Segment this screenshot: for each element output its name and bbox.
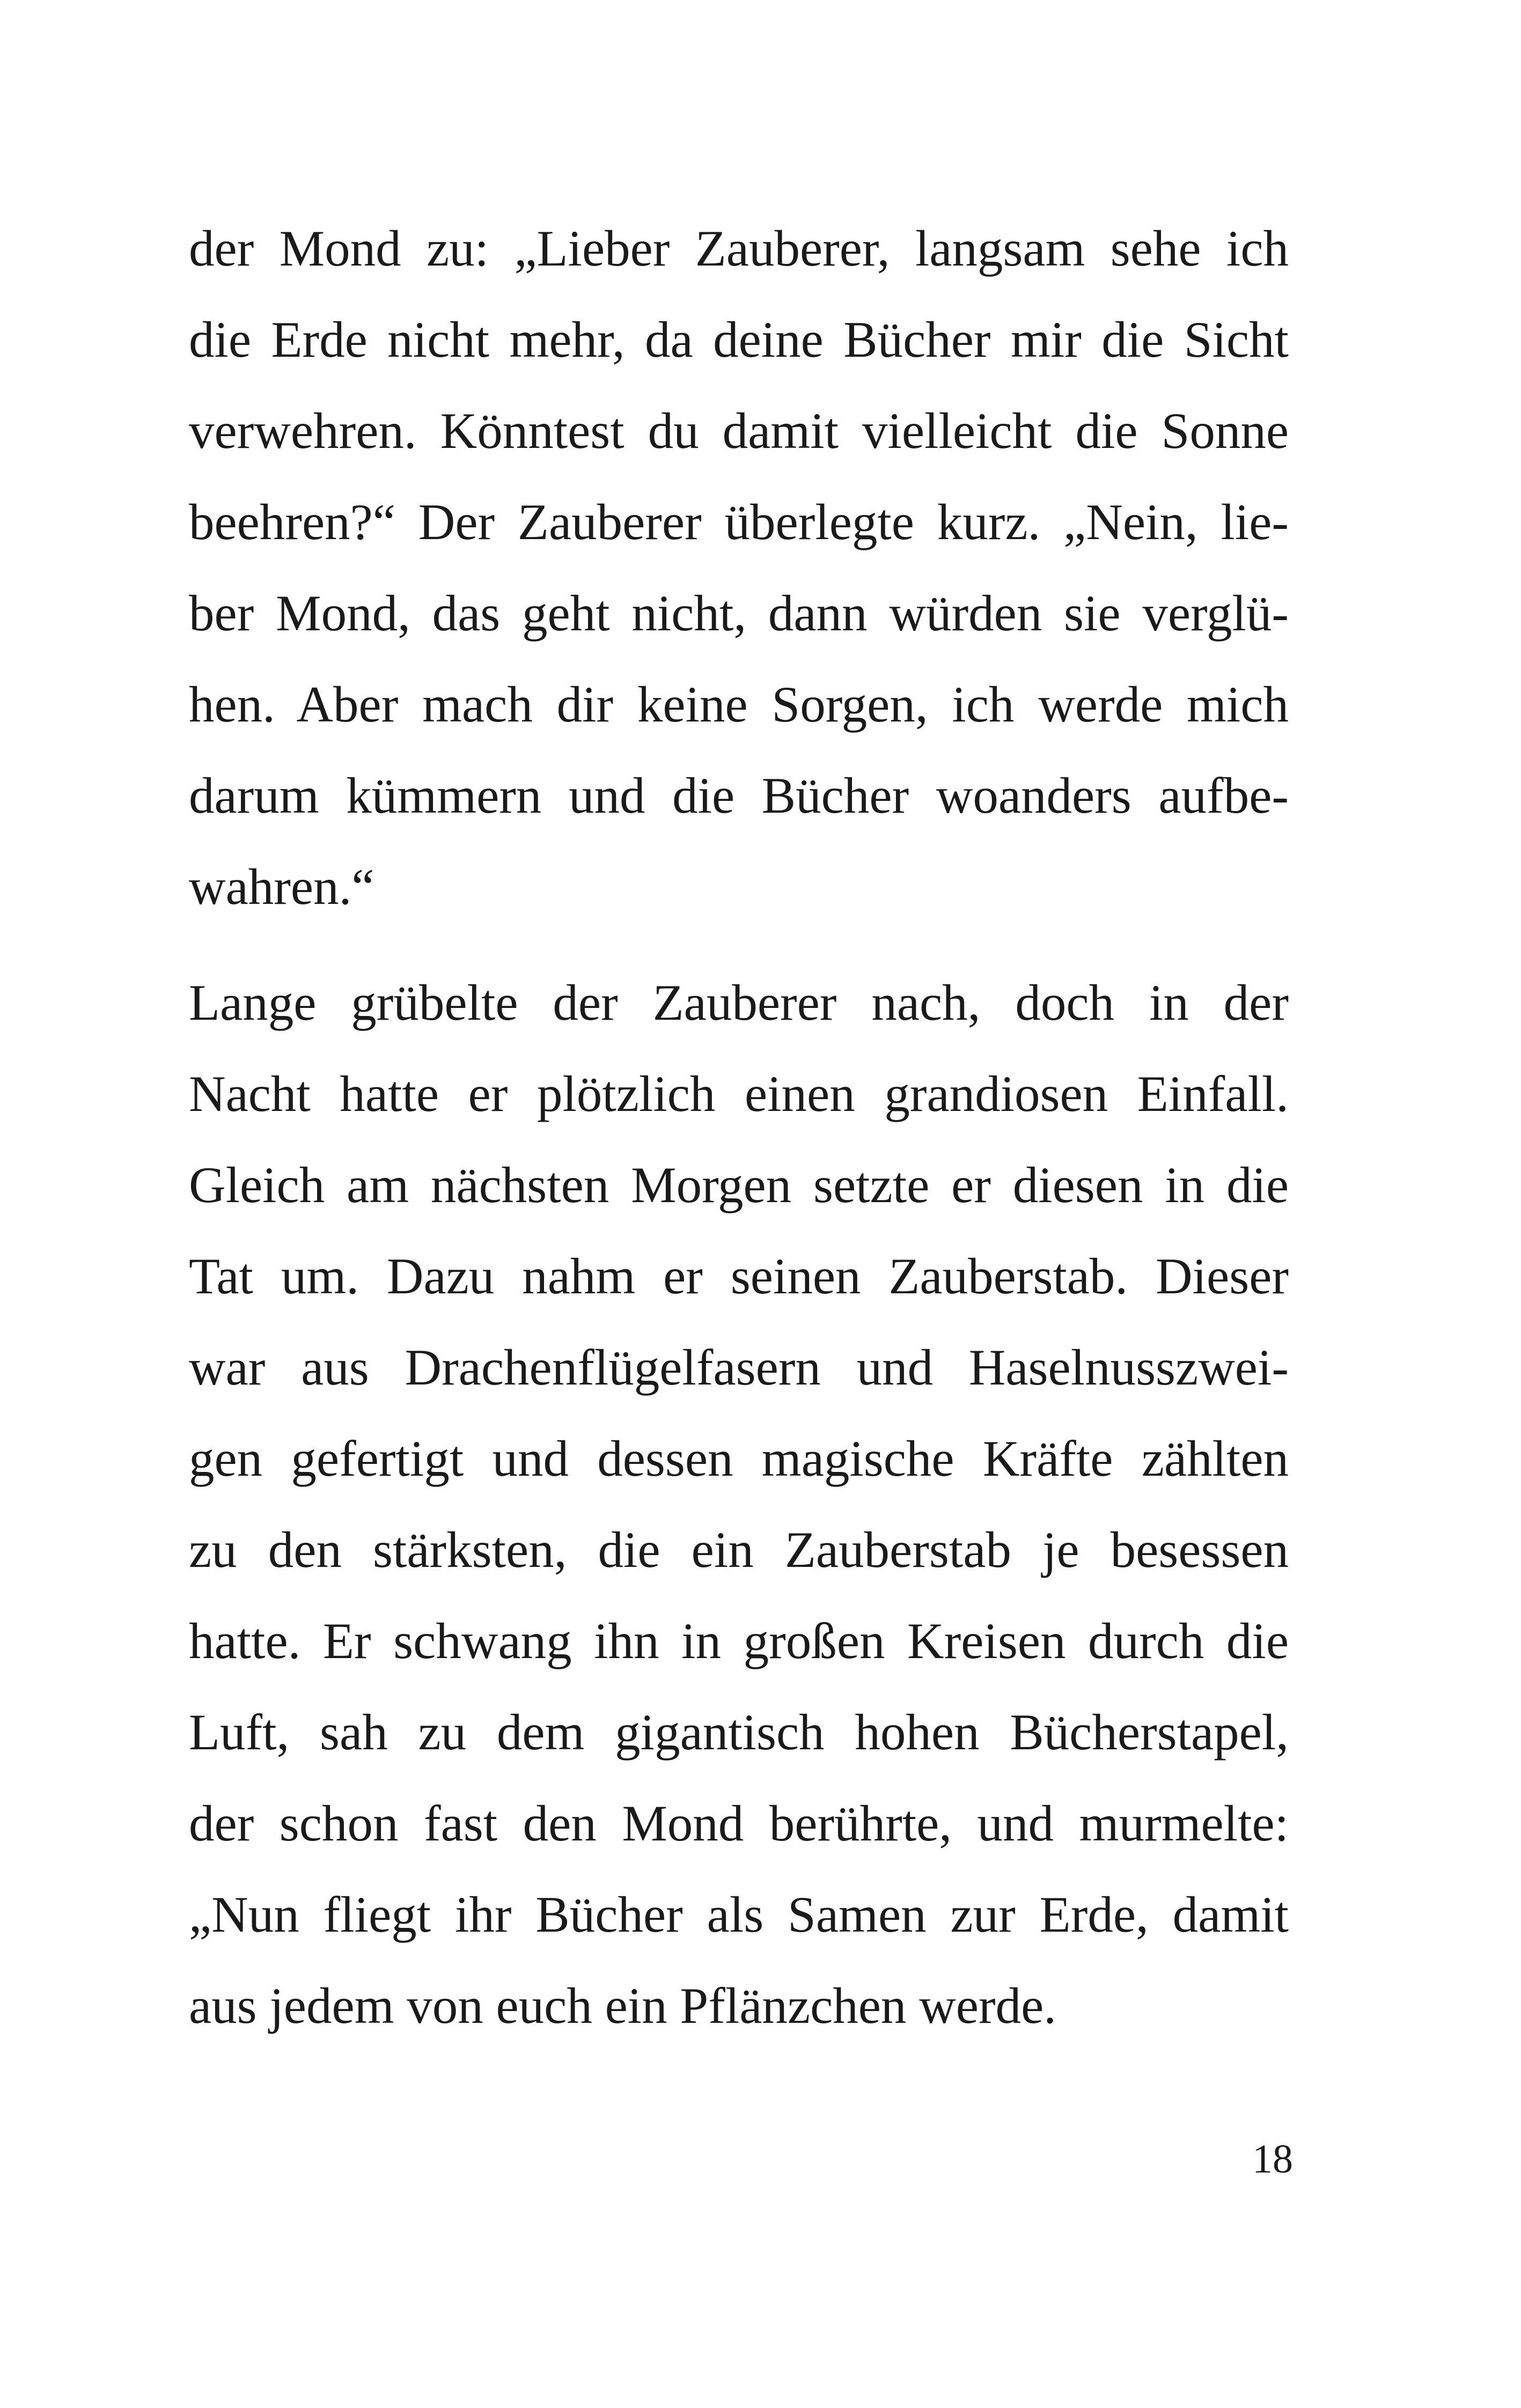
text-line: die Erde nicht mehr, da deine Bücher mir die Sicht [189, 311, 1289, 368]
text-line: Lange grübelte der Zauberer nach, doch in der [189, 974, 1289, 1031]
text-line: gen gefertigt und dessen magische Kräfte zählten [189, 1430, 1289, 1487]
text-line: ber Mond, das geht nicht, dann würden sie verglü- [189, 585, 1289, 642]
text-line: der Mond zu: „Lieber Zauberer, langsam sehe ich [189, 220, 1289, 277]
text-line: darum kümmern und die Bücher woanders aufbe- [189, 767, 1289, 824]
text-line: beehren?“ Der Zauberer überlegte kurz. „Nein, lie- [189, 494, 1289, 550]
text-line: der schon fast den Mond berührte, und murmelte: [189, 1795, 1289, 1852]
page-number: 18 [1252, 2137, 1293, 2182]
text-line: war aus Drachenflügelfasern und Haselnusszwei- [189, 1339, 1289, 1396]
text-line: aus jedem von euch ein Pflänzchen werde. [189, 1977, 1056, 2034]
text-line: verwehren. Könntest du damit vielleicht die Sonne [189, 402, 1289, 459]
text-line: Luft, sah zu dem gigantisch hohen Bücherstapel, [189, 1704, 1289, 1761]
text-line: Nacht hatte er plötzlich einen grandiosen Einfall. [189, 1065, 1289, 1122]
text-line: „Nun fliegt ihr Bücher als Samen zur Erde, damit [189, 1886, 1289, 1943]
text-line: hatte. Er schwang ihn in großen Kreisen durch die [189, 1612, 1289, 1669]
paragraph-2 [189, 957, 1289, 2051]
paragraph-1 [189, 203, 1289, 932]
text-line: wahren.“ [189, 858, 374, 915]
text-line: hen. Aber mach dir keine Sorgen, ich werde mich [189, 676, 1289, 733]
text-line: Tat um. Dazu nahm er seinen Zauberstab. Dieser [189, 1248, 1289, 1305]
text-line: Gleich am nächsten Morgen setzte er diesen in die [189, 1157, 1289, 1213]
text-line: zu den stärksten, die ein Zauberstab je besessen [189, 1521, 1289, 1578]
